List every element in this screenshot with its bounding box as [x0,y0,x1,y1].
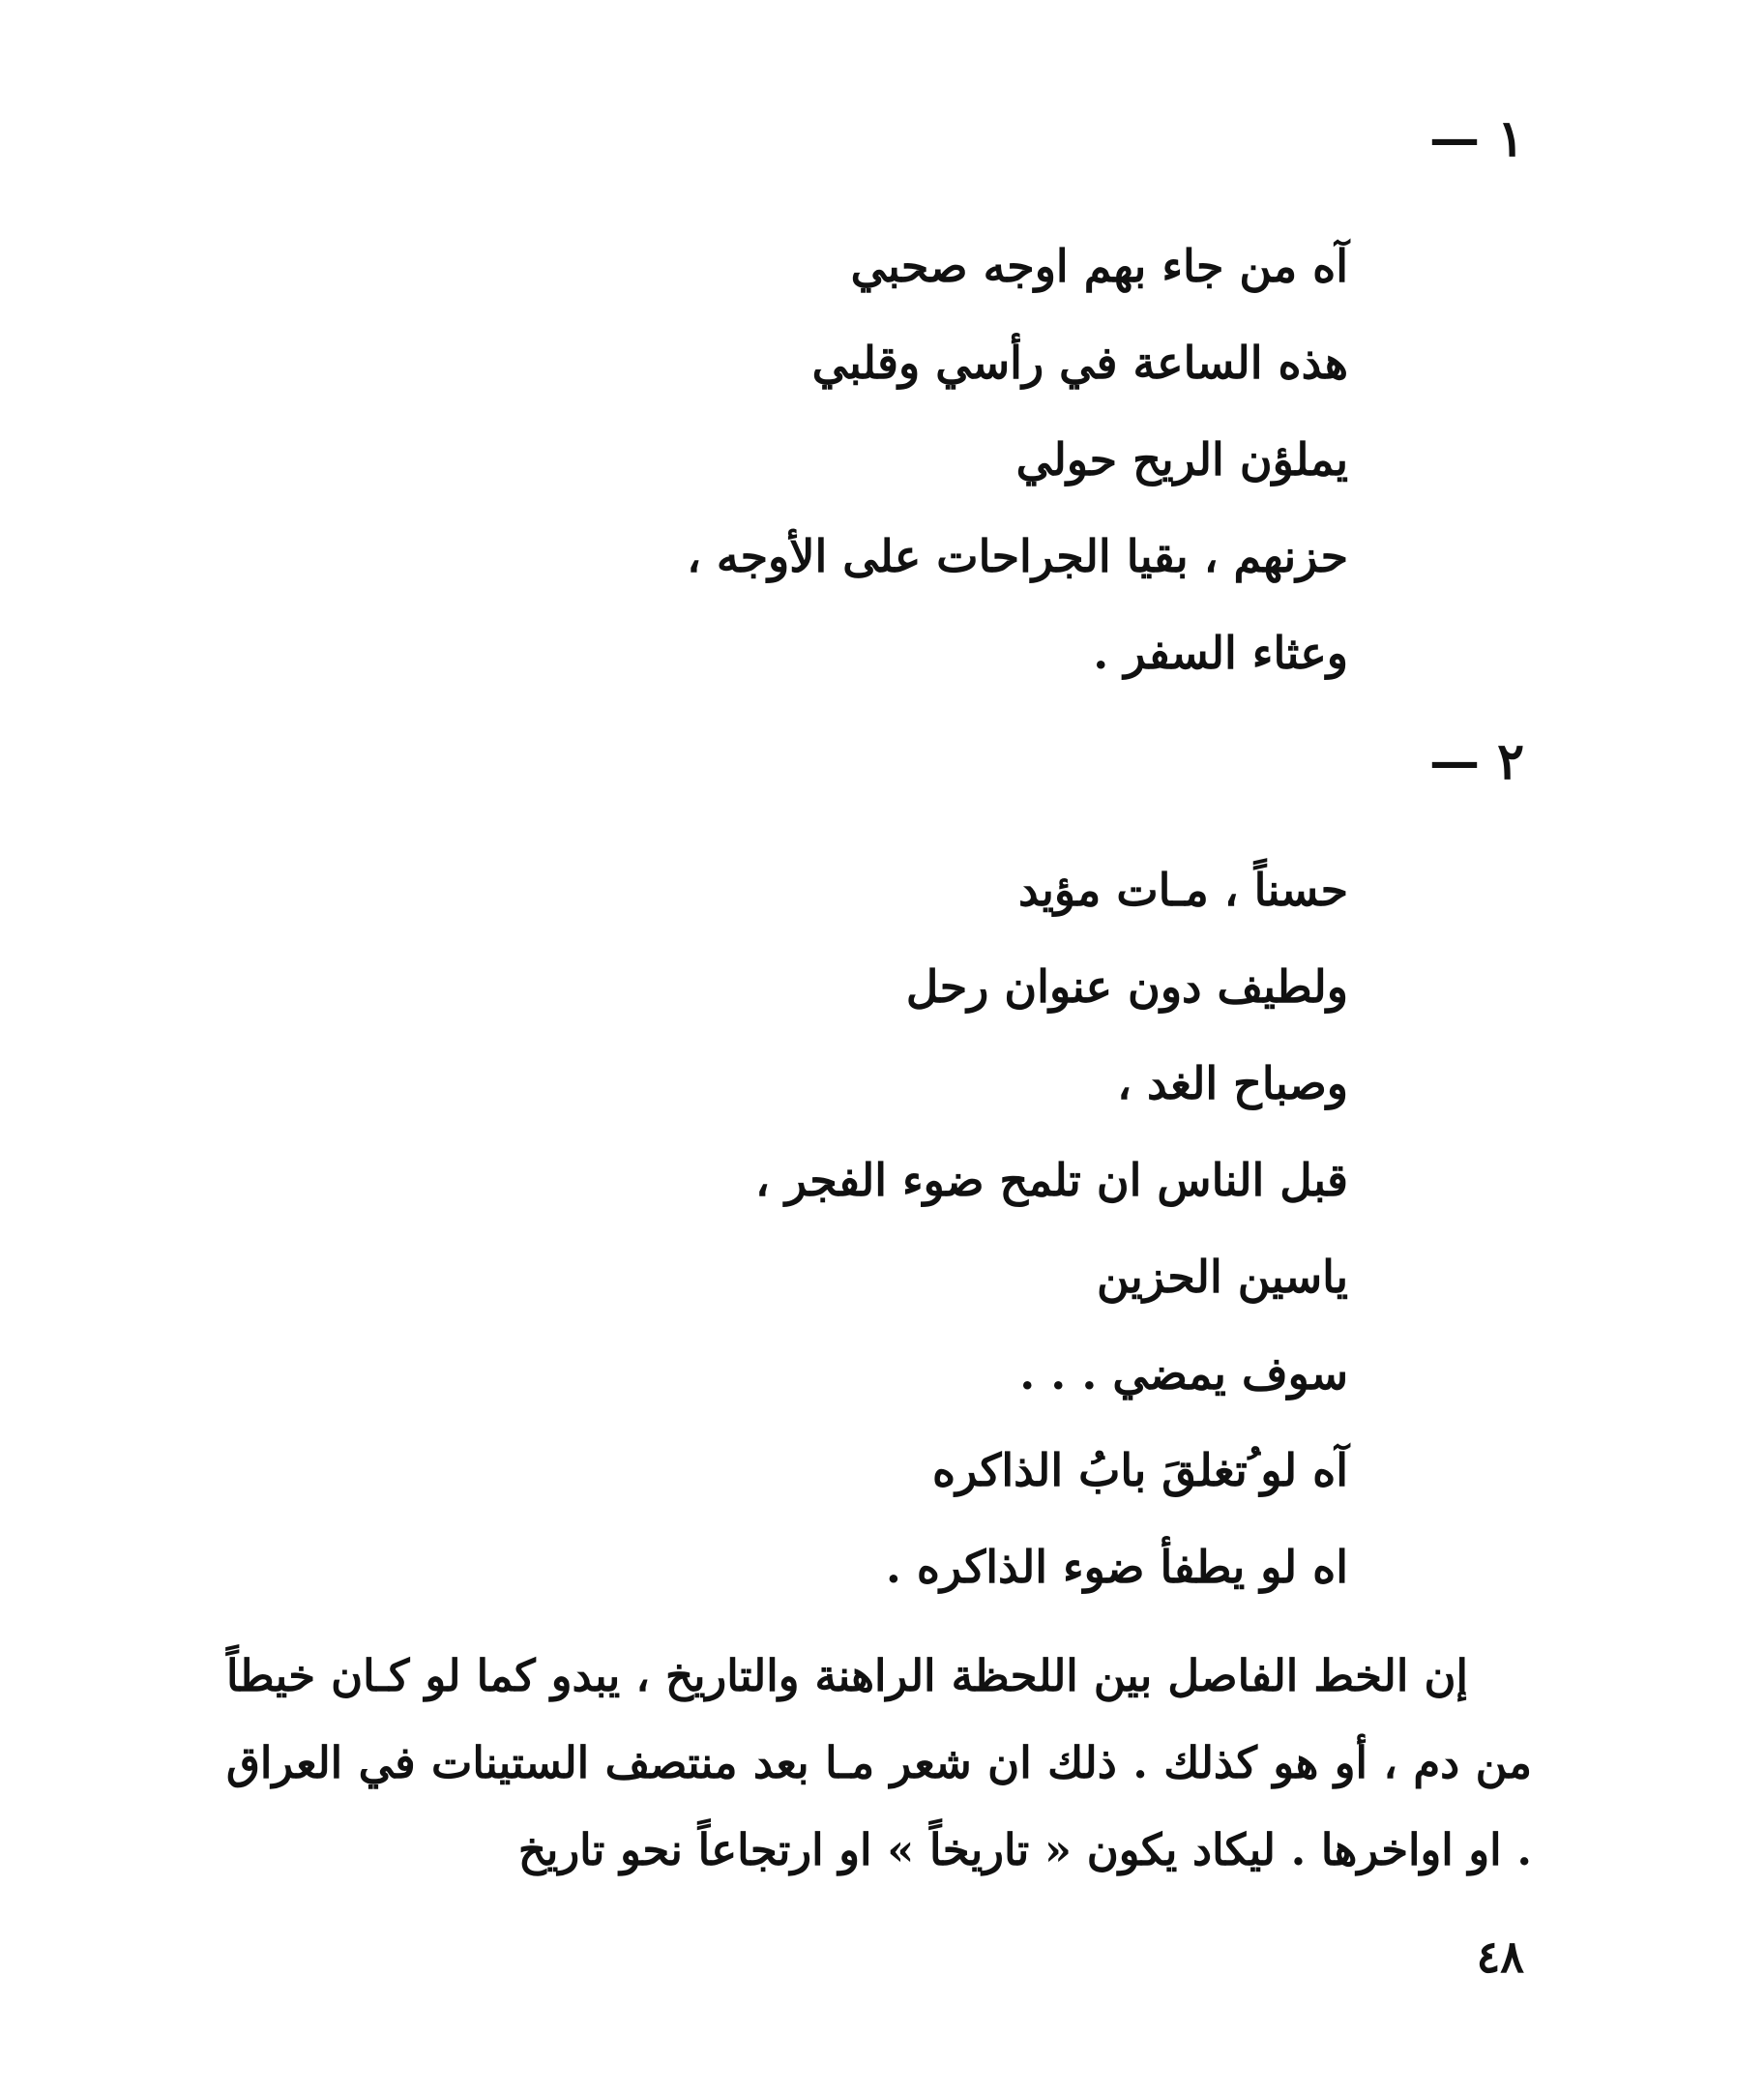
poem-line: آه من جاء بهم اوجه صحبي [850,240,1348,292]
poem-line: ياسين الحزين [1097,1251,1348,1303]
section-marker-1: ١ — [1428,109,1524,168]
poem-line: وصباح الغد ، [1117,1057,1348,1109]
poem-line: يملؤن الريح حولي [1015,433,1348,486]
poem-stanza-2 [755,841,1348,1615]
poem-line: سوف يمضي . . . [1019,1347,1348,1400]
poem-line: ولطيف دون عنوان رحل [905,960,1348,1013]
poem-line: هذه الساعة في رأسي وقلبي [811,337,1348,389]
poem-line: آه لو ُتغلقَ بابُ الذاكره [932,1444,1348,1496]
poem-stanza-1 [687,218,1348,701]
poem-line: قبل الناس ان تلمح ضوء الفجر ، [755,1154,1348,1206]
poem-line: حسناً ، مـات مؤيد [1017,864,1348,916]
poem-line: حزنهم ، بقيا الجراحات على الأوجه ، [687,530,1348,582]
section-marker-2: ٢ — [1428,732,1524,791]
page-number: ٤٨ [1476,1931,1524,1983]
poem-line: اه لو يطفأ ضوء الذاكره . [885,1541,1348,1593]
prose-paragraph: إن الخط الفاصل بين اللحظة الراهنة والتاريخ ، يبدو كما لو كـان خيطاً من دم ، أو هو كذلك . ذلك ان شعر مـا بعد منتصف الستينات في العراق . او اواخرها . ليكاد يكون « تاريخاً » او ارتجاعاً نحو تاريخ [226,1650,1532,1875]
poem-line: وعثاء السفر . [1093,627,1348,679]
